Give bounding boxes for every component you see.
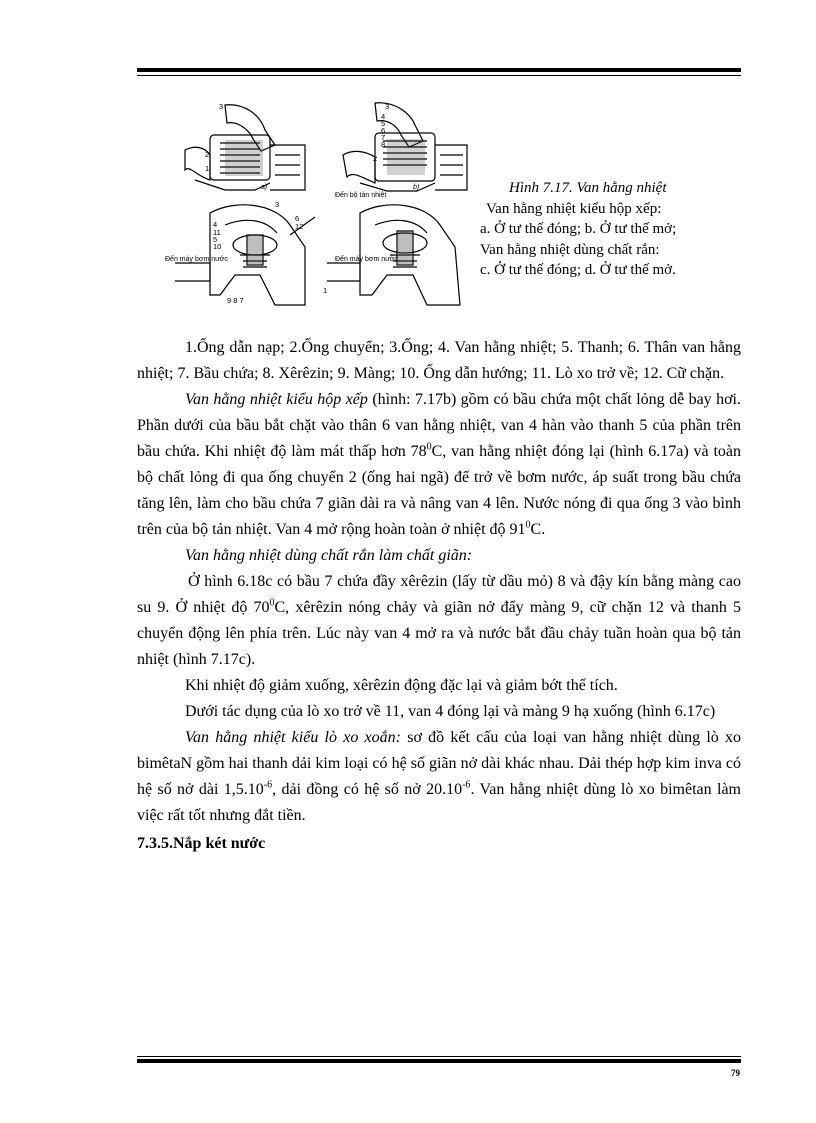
svg-text:8: 8: [381, 140, 386, 149]
caption-line: a. Ở tư thế đóng; b. Ở tư thế mở;: [480, 221, 677, 237]
svg-text:10: 10: [213, 242, 222, 251]
svg-text:12: 12: [295, 222, 304, 231]
svg-text:9 8 7: 9 8 7: [227, 296, 244, 305]
svg-text:5: 5: [213, 235, 218, 244]
label-to-pump-d: Đến máy bơm nước: [335, 256, 398, 263]
svg-text:4: 4: [381, 112, 386, 121]
svg-text:11: 11: [213, 228, 221, 237]
paragraph-bellows: Van hằng nhiệt kiểu hộp xếp (hình: 7.17b) gồm có bầu chứa một chất lỏng dễ bay hơi. Phần dưới của bầu bắt chặt vào thân 6 van hằng nhiệt, van 4 hàn vào thanh 5 của phần trên bầu chứa. Khi nhiệt độ làm mát thấp hơn $78^0C$, van hằng nhiệt đóng lại (hình 6.17a) và toàn bộ chất lỏng đi qua ống chuyển 2 (ống hai ngã) để trở về bơm nước, áp suất trong bầu chứa tăng lên, làm cho bầu chứa 7 giãn dài ra và nâng van 4 lên. Nước nóng đi qua ống 3 vào bình trên của bộ tản nhiệt. Van 4 mở rộng hoàn toàn ở nhiệt độ $91^0C$.: [137, 391, 742, 538]
label-to-radiator: Đến bộ tản nhiệt: [335, 192, 387, 199]
footer-rule-thin: [137, 1056, 741, 1057]
thermostat-figure: [165, 95, 475, 317]
footer-rule-thick: [137, 1059, 741, 1063]
svg-text:7: 7: [381, 133, 386, 142]
paragraph-bimetal: Van hằng nhiệt kiểu lò xo xoắn: sơ đồ kết cấu của loại van hằng nhiệt dùng lò xo bimêtaN gồm hai thanh dải kim loại có hệ số giãn nở dài khác nhau. Dải thép hợp kim inva có hệ số nở dài $1,5.10^{-6}$, dải đồng có hệ số nở $20.10^{-6}$. Van hằng nhiệt dùng lò xo bimêtan làm việc rất tốt nhưng đắt tiền.: [137, 729, 741, 824]
paragraph-return-spring: Dưới tác dụng của lò xo trở về 11, van 4 đóng lại và màng 9 hạ xuống (hình 6.17c): [185, 703, 716, 720]
term-bellows: Van hằng nhiệt kiểu hộp xếp: [185, 391, 368, 408]
caption-line: Van hằng nhiệt dùng chất rắn:: [480, 241, 660, 258]
body-text: [137, 335, 741, 857]
figure-caption: [480, 178, 725, 281]
svg-text:2: 2: [373, 154, 378, 163]
header-rule-thin: [137, 75, 741, 76]
svg-text:3: 3: [385, 102, 390, 111]
diagram-d: [327, 205, 460, 305]
svg-text:5: 5: [381, 119, 386, 128]
label-to-pump-c: Đến máy bơm nước: [165, 256, 228, 263]
svg-text:1: 1: [323, 286, 328, 295]
svg-text:1: 1: [205, 164, 210, 173]
svg-text:2: 2: [205, 150, 210, 159]
label-a: a): [261, 184, 268, 191]
header-rule-thick: [137, 68, 741, 72]
caption-line: Van hằng nhiệt kiểu hộp xếp:: [486, 200, 662, 217]
caption-line: c. Ở tư thế đóng; d. Ở tư thế mở.: [480, 262, 676, 278]
caption-title: Hình 7.17. Van hằng nhiệt: [509, 180, 667, 196]
svg-text:6: 6: [295, 214, 300, 223]
paragraph-solid: Ở hình 6.18c có bầu 7 chứa đầy xêrêzin (lấy từ dầu mỏ) 8 và đậy kín bằng màng cao su 9. Ở nhiệt độ $70^0C$, xêrêzin nóng chảy và giãn nở đẩy màng 9, cữ chặn 12 và thanh 5 chuyển động lên phía trên. Lúc này van 4 mở ra và nước bắt đầu chảy tuần hoàn qua bộ tản nhiệt (hình 7.17c).: [137, 573, 741, 668]
svg-text:3: 3: [219, 102, 224, 111]
svg-text:6: 6: [381, 126, 386, 135]
subheading-solid: Van hằng nhiệt dùng chất rắn làm chất giãn:: [185, 547, 473, 564]
diagram-c: [175, 205, 315, 305]
parts-legend: 1.Ống dẫn nạp; 2.Ống chuyển; 3.Ống; 4. Van hằng nhiệt; 5. Thanh; 6. Thân van hằng nhiệt; 7. Bầu chứa; 8. Xêrêzin; 9. Màng; 10. Ống dẫn hướng; 11. Lò xo trở về; 12. Cữ chặn.: [137, 339, 741, 382]
svg-text:3: 3: [275, 200, 280, 209]
term-bimetal: Van hằng nhiệt kiểu lò xo xoắn:: [185, 729, 401, 746]
label-b: b): [413, 184, 420, 191]
page-number: 79: [731, 1068, 740, 1078]
section-heading: 7.3.5.Nắp két nước: [137, 835, 266, 852]
svg-text:4: 4: [213, 220, 218, 229]
paragraph-cooling: Khi nhiệt độ giảm xuống, xêrêzin động đặc lại và giảm bớt thể tích.: [185, 677, 618, 694]
